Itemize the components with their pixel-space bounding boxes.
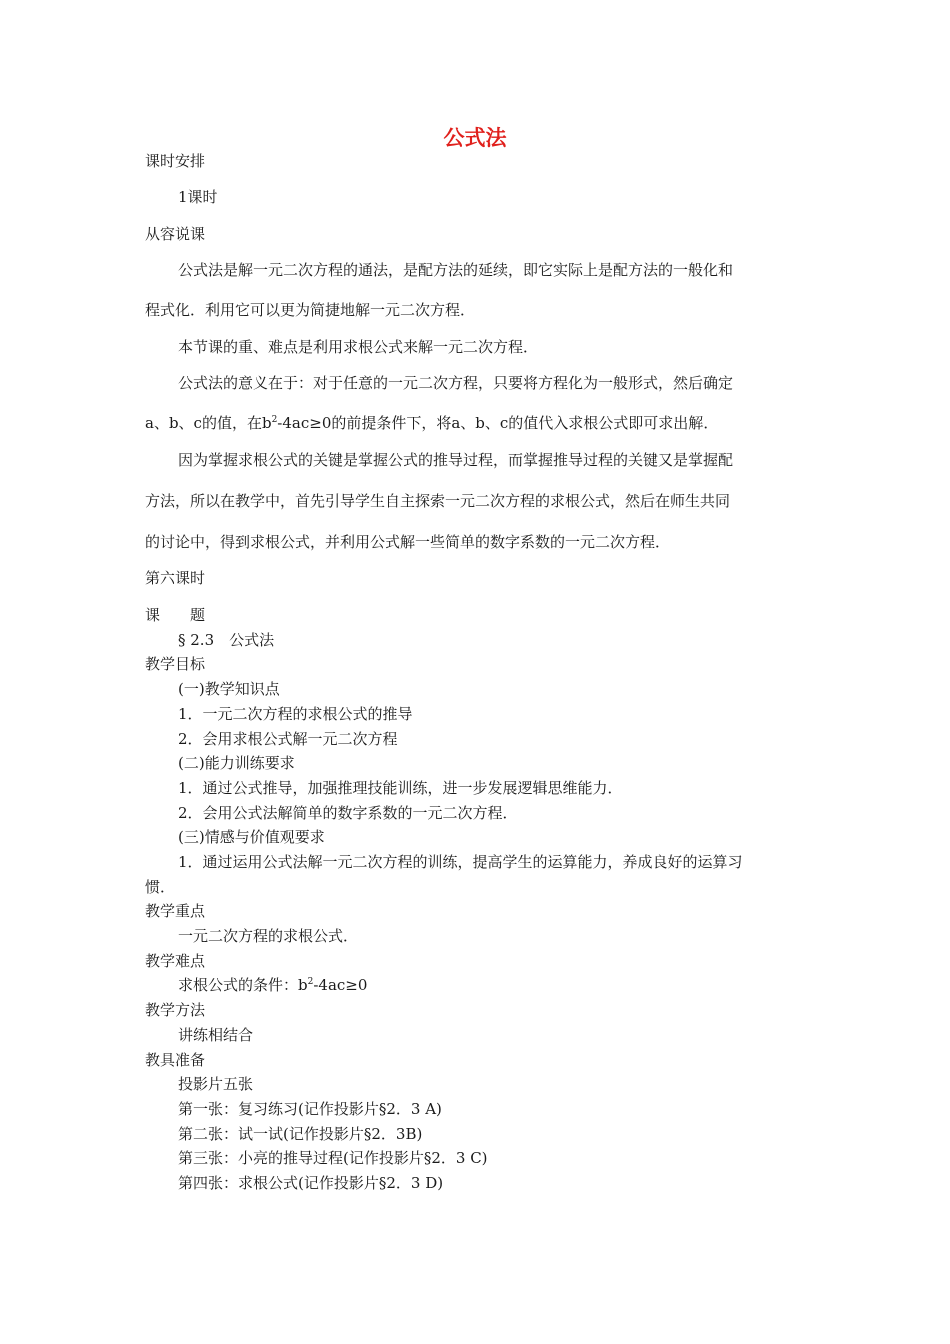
method-value: 讲练相结合	[178, 1026, 254, 1044]
superscript-two: 2	[271, 415, 278, 425]
slide-item-3: 第三张：小亮的推导过程(记作投影片§2．3 C)	[178, 1149, 488, 1167]
ability-item-2: 2．会用公式法解简单的数字系数的一元二次方程．	[178, 804, 518, 822]
topic-heading: 课 题	[145, 606, 206, 624]
lesson-arrangement-heading: 课时安排	[145, 152, 206, 170]
intro-p3-line2-a: a、b、c的值，在b	[145, 414, 272, 432]
ability-heading: (二)能力训练要求	[178, 754, 295, 772]
tools-heading: 教具准备	[145, 1051, 206, 1069]
intro-p3-line1: 公式法的意义在于：对于任意的一元二次方程，只要将方程化为一般形式，然后确定	[178, 374, 734, 392]
slide-item-2: 第二张：试一试(记作投影片§2．3B)	[178, 1125, 423, 1143]
intro-p3-line2	[145, 413, 718, 433]
key-point-heading: 教学重点	[145, 902, 206, 920]
topic-value: § 2.3 公式法	[178, 631, 275, 649]
difficulty-value-a: 求根公式的条件：b	[178, 976, 308, 994]
lesson-number: 第六课时	[145, 569, 206, 587]
tools-intro: 投影片五张	[178, 1075, 254, 1093]
intro-heading: 从容说课	[145, 225, 206, 243]
intro-p2: 本节课的重、难点是利用求根公式来解一元二次方程．	[178, 338, 539, 356]
intro-p1-line2: 程式化．利用它可以更为简捷地解一元二次方程．	[145, 301, 476, 319]
knowledge-item-1: 1．一元二次方程的求根公式的推导	[178, 705, 413, 723]
knowledge-item-2: 2．会用求根公式解一元二次方程	[178, 730, 398, 748]
key-point-value: 一元二次方程的求根公式．	[178, 927, 359, 945]
difficulty-value	[178, 975, 367, 995]
difficulty-value-b: -4ac≥0	[313, 976, 368, 994]
intro-p4-line3: 的讨论中，得到求根公式，并利用公式解一些简单的数字系数的一元二次方程．	[145, 533, 671, 551]
document-title: 公式法	[443, 126, 507, 150]
slide-item-1: 第一张：复习练习(记作投影片§2．3 A)	[178, 1100, 442, 1118]
intro-p1-line1: 公式法是解一元二次方程的通法，是配方法的延续，即它实际上是配方法的一般化和	[178, 261, 734, 279]
slide-item-4: 第四张：求根公式(记作投影片§2．3 D)	[178, 1174, 444, 1192]
knowledge-heading: (一)教学知识点	[178, 680, 280, 698]
difficulty-heading: 教学难点	[145, 952, 206, 970]
emotion-item-1-line2: 惯．	[145, 878, 176, 896]
method-heading: 教学方法	[145, 1001, 206, 1019]
superscript-two: 2	[307, 977, 314, 987]
lesson-arrangement-value: 1课时	[178, 188, 218, 206]
objectives-heading: 教学目标	[145, 655, 206, 673]
intro-p4-line2: 方法，所以在教学中，首先引导学生自主探索一元二次方程的求根公式，然后在师生共同	[145, 492, 731, 510]
intro-p3-line2-b: -4ac≥0的前提条件下，将a、b、c的值代入求根公式即可求出解．	[277, 414, 719, 432]
intro-p4-line1: 因为掌握求根公式的关键是掌握公式的推导过程，而掌握推导过程的关键又是掌握配	[178, 451, 734, 469]
emotion-heading: (三)情感与价值观要求	[178, 828, 325, 846]
emotion-item-1-line1: 1．通过运用公式法解一元二次方程的训练，提高学生的运算能力，养成良好的运算习	[178, 853, 743, 871]
ability-item-1: 1．通过公式推导，加强推理技能训练，进一步发展逻辑思维能力．	[178, 779, 623, 797]
